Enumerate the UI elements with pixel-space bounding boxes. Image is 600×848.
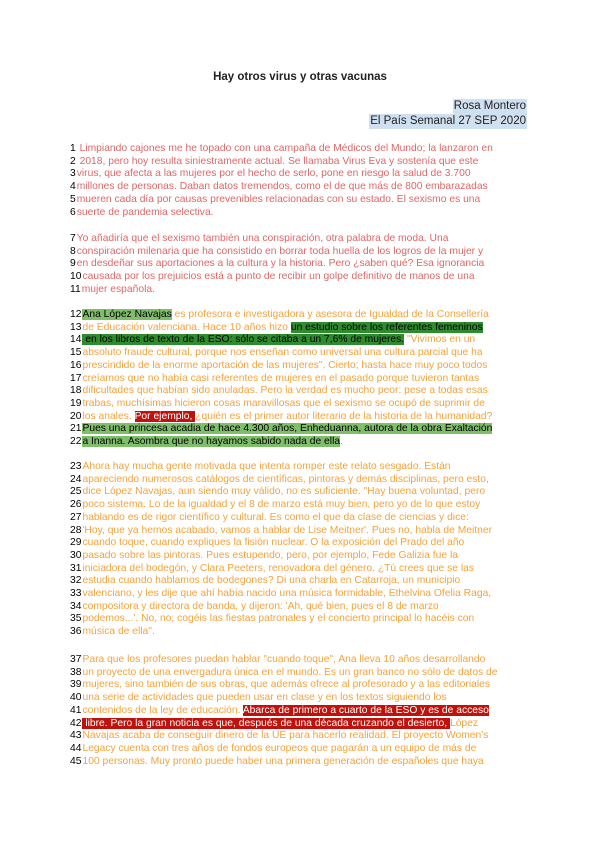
line-number: 14 <box>70 334 82 346</box>
line-number: 30 <box>70 549 82 561</box>
line-text: Limpiando cajones me he topado con una campaña de Médicos del Mundo; la lanzaron en <box>76 143 493 154</box>
line-number: 11 <box>70 283 81 295</box>
line-text: es profesora e investigadora y asesora de Igualdad de la Consellería <box>171 309 489 320</box>
text-line <box>70 613 530 625</box>
highlighted-text: libre. Pero la gran noticia es que, después de una década cruzando el desierto, <box>82 717 450 729</box>
text-line <box>70 194 530 206</box>
line-number: 5 <box>70 193 76 205</box>
text-line <box>70 575 530 587</box>
line-number: 15 <box>70 347 82 359</box>
text-line <box>70 718 530 730</box>
line-text: 'Hoy, que ya hemos acabado, vamos a hablar de Lise Meitner'. Pues no, habla de Meitner <box>82 524 493 536</box>
line-number: 23 <box>70 461 82 472</box>
line-number: 35 <box>70 613 82 625</box>
line-text: Para que los profesores puedan hablar "cuando toque", Ana lleva 10 años desarrollando <box>82 654 486 665</box>
line-text: compositora y directora de banda, y dijeron: 'Ah, qué bien, pues el 8 de marzo <box>82 600 439 612</box>
text-line <box>70 588 530 600</box>
line-text: Ahora hay mucha gente motivada que intenta romper este relato sesgado. Están <box>82 461 451 472</box>
line-text: "Vivimos en un <box>404 334 476 346</box>
highlighted-text: Ana López Navajas <box>82 309 172 320</box>
text-line <box>70 334 530 346</box>
text-line <box>70 525 530 537</box>
line-number: 32 <box>70 575 82 587</box>
line-text: 2018, pero hoy resulta siniestramente actual. Se llamaba Virus Eva y sostenía que este <box>76 155 479 167</box>
line-text: 100 personas. Muy pronto puede haber una primera generación de españoles que haya <box>82 755 484 767</box>
highlighted-text: un estudio sobre los referentes femeninos <box>290 321 483 333</box>
line-text: poco sistema. Lo de la igualdad y el 8 de marzo está muy bien, pero yo de lo que estoy <box>82 499 481 511</box>
line-text: suerte de pandemia selectiva. <box>76 206 214 218</box>
line-number: 6 <box>70 206 76 218</box>
line-number: 34 <box>70 600 82 612</box>
line-number: 28 <box>70 524 82 536</box>
text-line <box>70 207 530 219</box>
line-number: 45 <box>70 755 82 767</box>
line-text: de Educación valenciana. Hace 10 años hizo <box>82 321 291 333</box>
line-number: 31 <box>70 562 82 574</box>
line-number: 19 <box>70 397 82 409</box>
text-line <box>70 284 530 296</box>
line-text: conspiración milenaria que ha consistido en borrar toda huella de los logros de la mujer y <box>76 245 484 257</box>
text-line <box>70 563 530 575</box>
line-text: iniciadora del bodegón, y Clara Peeters, renovadora del género. ¿Tú crees que se las <box>82 562 474 574</box>
line-text: apareciendo numerosos catálogos de científicas, pintoras y demás disciplinas, pero esto, <box>82 473 489 485</box>
line-number: 43 <box>70 730 82 742</box>
text-line <box>70 626 530 638</box>
text-line <box>70 705 530 717</box>
line-text: una serie de actividades que pueden usar en clase y en los textos siguiendo los <box>82 692 447 704</box>
line-text: virus, que afecta a las mujeres por el hecho de serlo, pone en riesgo la salud de 3.700 <box>76 168 471 180</box>
line-text: los anales. <box>82 410 135 422</box>
line-text: mueren cada día por causas prevenibles relacionadas con su estado. El sexismo es una <box>76 193 481 205</box>
line-number: 3 <box>70 168 76 180</box>
text-line <box>70 271 530 283</box>
text-line <box>70 730 530 742</box>
text-line <box>70 756 530 768</box>
line-number: 13 <box>70 321 82 333</box>
line-text: hablando es de rigor científico y cultural. Es como el que da clase de ciencias y dice: <box>82 511 469 523</box>
text-line <box>70 486 530 498</box>
line-text: Navajas acaba de conseguir dinero de la UE para hacerlo realidad. El proyecto Women's <box>82 730 489 742</box>
text-line <box>70 143 530 155</box>
text-line <box>70 373 530 385</box>
line-number: 42 <box>70 717 82 729</box>
text-line <box>70 246 530 258</box>
line-number: 41 <box>70 704 82 716</box>
line-number: 17 <box>70 372 82 384</box>
text-line <box>70 654 530 666</box>
line-number: 21 <box>70 423 82 435</box>
text-line <box>70 398 530 410</box>
line-text: pasado sobre las pintoras. Pues estupendo, pero, por ejemplo, Fede Galizia fue la <box>82 549 458 561</box>
line-text: Yo añadiría que el sexismo también una conspiración, otra palabra de moda. Una <box>76 233 449 244</box>
line-number: 16 <box>70 359 82 371</box>
line-number: 26 <box>70 499 82 511</box>
text-line <box>70 309 530 321</box>
line-text: mujer española. <box>81 283 155 295</box>
line-number: 8 <box>70 245 76 257</box>
line-number: 38 <box>70 666 82 678</box>
line-number: 40 <box>70 692 82 704</box>
text-line <box>70 385 530 397</box>
highlighted-text: Pues una princesa acadia de hace 4.300 años, Enheduanna, autora de la obra Exaltación <box>82 423 493 435</box>
line-text: contenidos de la ley de educación. <box>82 704 243 716</box>
line-number: 22 <box>70 436 82 447</box>
line-text: ¿quién es el primer autor literario de la historia de la humanidad? <box>195 410 493 422</box>
line-number: 36 <box>70 626 82 638</box>
line-number: 37 <box>70 654 82 665</box>
text-line <box>70 601 530 613</box>
text-line <box>70 461 530 473</box>
text-line <box>70 156 530 168</box>
highlighted-text: Por ejemplo, <box>134 410 196 422</box>
line-number: 2 <box>70 155 76 167</box>
text-line <box>70 181 530 193</box>
line-text: dice López Navajas, aun siendo muy válido, no es suficiente. "Hay buena voluntad, pero <box>82 486 486 498</box>
line-text: música de ella". <box>82 626 155 638</box>
line-number: 10 <box>70 271 82 283</box>
line-text: trabas, muchísimas hicieron cosas maravillosas que el sexismo se ocupó de suprimir de <box>82 397 485 409</box>
line-text: Legacy cuenta con tres años de fondos europeos que pagarán a un equipo de más de <box>82 742 477 754</box>
source-line: El País Semanal 27 SEP 2020 <box>370 115 526 127</box>
line-number: 18 <box>70 385 82 397</box>
line-text: creíamos que no había casi referentes de mujeres en el pasado porque tuvieron tantas <box>82 372 480 384</box>
line-number: 33 <box>70 588 82 599</box>
highlighted-text: Abarca de primero a cuarto de la ESO y es de acceso <box>242 704 489 716</box>
text-line <box>70 411 530 423</box>
line-text: cuando toque, cuando expliques la fisión nuclear. O la exposición del Prado del año <box>82 537 465 549</box>
line-text: podemos...'. No, no; cogéis las fiestas patronales y el concierto principal lo hacéis con <box>82 613 475 625</box>
line-text: mujeres, sino también de sus obras, que además ofrece al profesorado y a las editoriales <box>82 679 490 691</box>
line-text: dificultades que habían sido anuladas. Pero la verdad es mucho peor: pese a todas esas <box>82 385 488 397</box>
text-line <box>70 537 530 549</box>
line-text: López <box>449 717 479 729</box>
text-line <box>70 360 530 372</box>
text-line <box>70 512 530 524</box>
line-text: en desdeñar sus aportaciones a la cultura y la historia. Pero ¿saben qué? Esa ignorancia <box>76 258 485 270</box>
line-text: un proyecto de una envergadura única en el mundo. Es un gran banco no sólo de datos de <box>82 666 498 678</box>
line-text: valenciano, y les dije que ahí había nacido una música formidable, Ethelvina Ofelia Raga, <box>82 588 492 599</box>
line-number: 20 <box>70 410 82 422</box>
text-line <box>70 499 530 511</box>
article-title: Hay otros virus y otras vacunas <box>213 71 387 83</box>
line-number: 29 <box>70 537 82 549</box>
author-name: Rosa Montero <box>453 100 526 112</box>
line-text: causada por los prejuicios está a punto de recibir un golpe definitivo de manos de una <box>82 271 475 283</box>
text-line <box>70 667 530 679</box>
line-text: prescindido de la enorme aportación de las mujeres". Cierto; hasta hace muy poco todos <box>82 359 488 371</box>
line-number: 9 <box>70 258 76 270</box>
line-number: 39 <box>70 679 82 691</box>
text-line <box>70 322 530 334</box>
line-number: 24 <box>70 473 82 485</box>
text-line <box>70 679 530 691</box>
text-line <box>70 168 530 180</box>
text-line <box>70 692 530 704</box>
line-text: absoluto fraude cultural, porque nos enseñan como universal una cultura parcial que ha <box>82 347 483 359</box>
line-number: 25 <box>70 486 82 498</box>
highlighted-text: a Inanna. Asombra que no hayamos sabido nada de ella <box>82 436 341 447</box>
text-line <box>70 233 530 245</box>
text-line <box>70 474 530 486</box>
line-text: estudia cuando hablamos de bodegones? Di una charla en Catarroja, un municipio <box>82 575 461 587</box>
line-text: . <box>340 436 343 447</box>
line-text: millones de personas. Daban datos tremendos, como el de que más de 800 embarazadas <box>76 181 488 193</box>
text-line <box>70 347 530 359</box>
line-number: 44 <box>70 742 82 754</box>
line-number: 1 <box>70 143 76 154</box>
text-line <box>70 550 530 562</box>
line-number: 7 <box>70 233 76 244</box>
line-number: 27 <box>70 511 82 523</box>
text-line <box>70 258 530 270</box>
text-line <box>70 423 530 435</box>
line-number: 12 <box>70 309 82 320</box>
text-line <box>70 436 530 448</box>
highlighted-text: en los libros de texto de la ESO: sólo se citaba a un 7,6% de mujeres. <box>82 334 405 346</box>
text-line <box>70 743 530 755</box>
line-number: 4 <box>70 181 76 193</box>
